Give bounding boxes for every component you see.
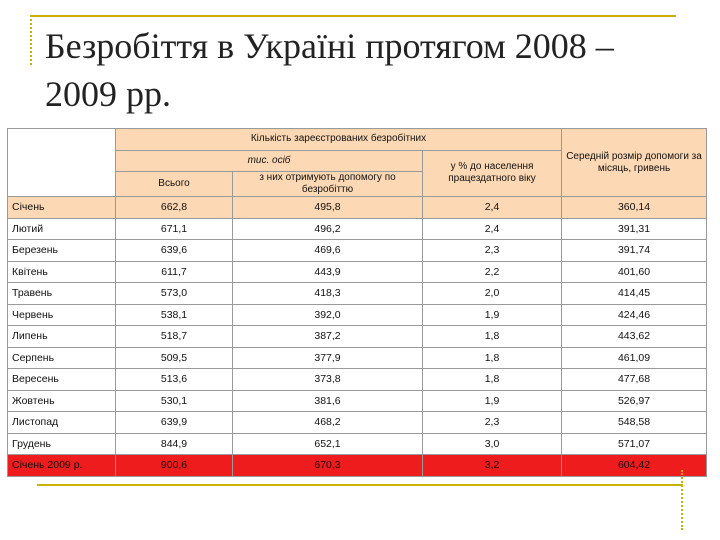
cell-avg-benefit: 526,97: [562, 390, 707, 412]
cell-avg-benefit: 571,07: [562, 433, 707, 455]
table-row: [8, 347, 707, 369]
cell-total: 513,6: [116, 369, 233, 391]
cell-percent: 1,9: [423, 390, 562, 412]
cell-percent: 2,4: [423, 218, 562, 240]
cell-month: Червень: [8, 304, 116, 326]
cell-percent: 2,3: [423, 240, 562, 262]
cell-benefit: 443,9: [233, 261, 423, 283]
cell-total: 662,8: [116, 197, 233, 219]
cell-avg-benefit: 604,42: [562, 455, 707, 477]
cell-percent: 2,0: [423, 283, 562, 305]
cell-avg-benefit: 424,46: [562, 304, 707, 326]
cell-month: Січень: [8, 197, 116, 219]
table-row: [8, 369, 707, 391]
cell-month: Травень: [8, 283, 116, 305]
cell-month: Жовтень: [8, 390, 116, 412]
cell-month: Вересень: [8, 369, 116, 391]
cell-avg-benefit: 391,31: [562, 218, 707, 240]
decor-line-right: [681, 470, 683, 530]
header-total: Всього: [116, 172, 233, 197]
cell-percent: 3,2: [423, 455, 562, 477]
table-body: [8, 197, 707, 477]
cell-percent: 2,4: [423, 197, 562, 219]
cell-benefit: 418,3: [233, 283, 423, 305]
table-row: [8, 433, 707, 455]
cell-total: 573,0: [116, 283, 233, 305]
table-row: [8, 218, 707, 240]
cell-percent: 1,9: [423, 304, 562, 326]
cell-benefit: 670,3: [233, 455, 423, 477]
cell-month: Грудень: [8, 433, 116, 455]
header-percent: у % до населення працездатного віку: [423, 150, 562, 197]
cell-percent: 1,8: [423, 347, 562, 369]
cell-benefit: 392,0: [233, 304, 423, 326]
cell-percent: 1,8: [423, 326, 562, 348]
table-row: [8, 390, 707, 412]
cell-total: 611,7: [116, 261, 233, 283]
cell-month: Лютий: [8, 218, 116, 240]
cell-avg-benefit: 443,62: [562, 326, 707, 348]
cell-total: 844,9: [116, 433, 233, 455]
cell-avg-benefit: 414,45: [562, 283, 707, 305]
header-registered: Кількість зареєстрованих безробітних: [116, 129, 562, 151]
header-avg-benefit: Середній розмір допомоги за місяць, гривень: [562, 129, 707, 197]
cell-total: 900,6: [116, 455, 233, 477]
decor-line-bottom: [37, 484, 683, 486]
cell-total: 639,9: [116, 412, 233, 434]
page-title: Безробіття в Україні протягом 2008 – 2009 рр.: [45, 26, 614, 114]
cell-avg-benefit: 391,74: [562, 240, 707, 262]
cell-avg-benefit: 477,68: [562, 369, 707, 391]
cell-percent: 2,2: [423, 261, 562, 283]
cell-benefit: 381,6: [233, 390, 423, 412]
cell-benefit: 496,2: [233, 218, 423, 240]
cell-total: 671,1: [116, 218, 233, 240]
unemployment-table: [7, 128, 707, 477]
cell-benefit: 495,8: [233, 197, 423, 219]
cell-benefit: 387,2: [233, 326, 423, 348]
cell-benefit: 652,1: [233, 433, 423, 455]
cell-avg-benefit: 401,60: [562, 261, 707, 283]
cell-benefit: 468,2: [233, 412, 423, 434]
table-row: [8, 412, 707, 434]
cell-avg-benefit: 548,58: [562, 412, 707, 434]
table-row: [8, 326, 707, 348]
table-row: [8, 261, 707, 283]
cell-avg-benefit: 360,14: [562, 197, 707, 219]
cell-month: Серпень: [8, 347, 116, 369]
header-empty-cell: [8, 129, 116, 197]
decor-line-top: [30, 15, 676, 17]
cell-total: 538,1: [116, 304, 233, 326]
cell-total: 530,1: [116, 390, 233, 412]
cell-total: 509,5: [116, 347, 233, 369]
cell-month: Січень 2009 р.: [8, 455, 116, 477]
cell-month: Березень: [8, 240, 116, 262]
table-row: [8, 197, 707, 219]
cell-month: Листопад: [8, 412, 116, 434]
table-row: [8, 304, 707, 326]
cell-month: Квітень: [8, 261, 116, 283]
table-row: [8, 455, 707, 477]
cell-percent: 3,0: [423, 433, 562, 455]
cell-benefit: 373,8: [233, 369, 423, 391]
cell-avg-benefit: 461,09: [562, 347, 707, 369]
header-thousands: тис. осіб: [116, 150, 423, 172]
cell-benefit: 469,6: [233, 240, 423, 262]
cell-percent: 2,3: [423, 412, 562, 434]
table-row: [8, 283, 707, 305]
cell-benefit: 377,9: [233, 347, 423, 369]
decor-line-left: [30, 15, 34, 65]
cell-month: Липень: [8, 326, 116, 348]
cell-percent: 1,8: [423, 369, 562, 391]
cell-total: 639,6: [116, 240, 233, 262]
header-receiving: з них отримують допомогу по безробіттю: [233, 172, 423, 197]
cell-total: 518,7: [116, 326, 233, 348]
table-row: [8, 240, 707, 262]
